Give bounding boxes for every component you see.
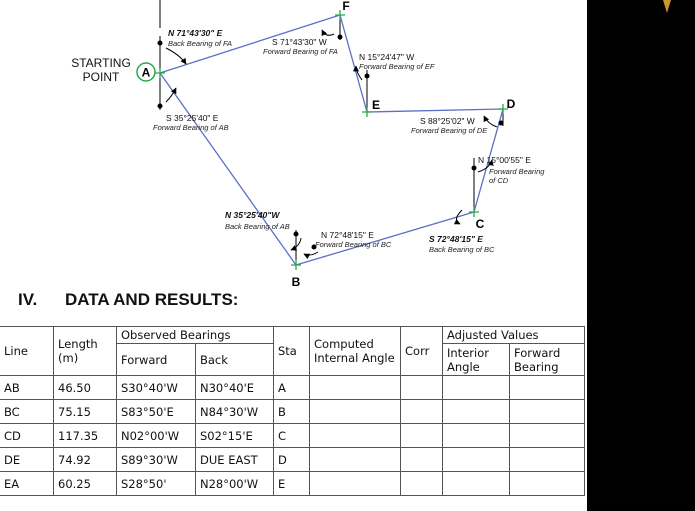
table-row	[0, 400, 585, 424]
starting-point-label-line2: POINT	[82, 70, 120, 84]
ab-forward-caption: Forward Bearing of AB	[153, 123, 229, 132]
section-number: IV.	[18, 290, 38, 309]
fa-back-bearing: N 71°43'30" E	[168, 28, 223, 38]
table-row	[0, 472, 585, 496]
cell-sta: D	[274, 448, 310, 472]
cell-sta: E	[274, 472, 310, 496]
bc-forward-bearing: N 72°48'15" E	[321, 230, 374, 240]
cell-forward-bearing[interactable]	[510, 400, 585, 424]
cell-back: S02°15'E	[196, 424, 274, 448]
cell-interior-angle[interactable]	[443, 376, 510, 400]
cell-back: N30°40'E	[196, 376, 274, 400]
bc-back-bearing: S 72°48'15" E	[429, 234, 483, 244]
cell-computed-angle[interactable]	[310, 448, 401, 472]
cell-computed-angle[interactable]	[310, 424, 401, 448]
cell-computed-angle[interactable]	[310, 376, 401, 400]
line-ed	[367, 109, 503, 112]
station-marker-c	[469, 207, 479, 217]
cell-length: 75.15	[54, 400, 117, 424]
de-forward-bearing: S 88°25'02" W	[420, 116, 475, 126]
header-forward-bearing: Forward Bearing	[510, 344, 585, 376]
cell-forward: N02°00'W	[117, 424, 196, 448]
section-title: DATA AND RESULTS:	[65, 290, 239, 309]
cell-corr[interactable]	[401, 376, 443, 400]
station-label-e: E	[371, 98, 381, 112]
cell-corr[interactable]	[401, 448, 443, 472]
cell-line: CD	[0, 424, 54, 448]
header-adjusted-values: Adjusted Values	[443, 327, 585, 344]
fa-forward-caption: Forward Bearing of FA	[263, 47, 338, 56]
cell-corr[interactable]	[401, 424, 443, 448]
station-label-a: A	[141, 65, 151, 80]
cell-interior-angle[interactable]	[443, 448, 510, 472]
cd-forward-bearing: N 15°00'55" E	[478, 155, 531, 165]
table-row	[0, 376, 585, 400]
station-label-b: B	[291, 275, 301, 289]
ab-forward-bearing: S 35°25'40" E	[166, 113, 219, 123]
traverse-diagram	[0, 0, 587, 300]
header-forward: Forward	[117, 344, 196, 376]
station-marker-a	[155, 68, 165, 78]
cell-length: 117.35	[54, 424, 117, 448]
header-computed-internal-angle: Computed Internal Angle	[310, 327, 401, 376]
cd-forward-caption-line2: of CD	[489, 176, 509, 185]
cell-forward-bearing[interactable]	[510, 376, 585, 400]
cell-computed-angle[interactable]	[310, 400, 401, 424]
cell-forward-bearing[interactable]	[510, 424, 585, 448]
cell-line: DE	[0, 448, 54, 472]
header-interior-angle: Interior Angle	[443, 344, 510, 376]
line-ba	[160, 73, 296, 265]
station-marker-b	[291, 260, 301, 270]
station-label-d: D	[506, 97, 516, 111]
station-label-c: C	[475, 217, 485, 231]
cell-back: N84°30'W	[196, 400, 274, 424]
dark-side-panel	[587, 0, 695, 511]
ef-forward-bearing: N 15°24'47" W	[359, 52, 415, 62]
cell-sta: C	[274, 424, 310, 448]
starting-point-label-line1: STARTING	[71, 56, 131, 70]
cell-forward-bearing[interactable]	[510, 448, 585, 472]
bc-forward-caption: Forward Bearing of BC	[315, 240, 392, 249]
table-row	[0, 424, 585, 448]
cell-forward: S28°50'	[117, 472, 196, 496]
table-row	[0, 448, 585, 472]
bookmark-icon	[662, 0, 672, 14]
cell-forward: S89°30'W	[117, 448, 196, 472]
cell-line: BC	[0, 400, 54, 424]
bc-back-caption: Back Bearing of BC	[429, 245, 495, 254]
cell-interior-angle[interactable]	[443, 472, 510, 496]
header-length: Length (m)	[54, 327, 117, 376]
cell-forward: S30°40'W	[117, 376, 196, 400]
fa-forward-bearing: S 71°43'30" W	[272, 37, 327, 47]
angle-arrows	[166, 30, 497, 255]
cell-back: DUE EAST	[196, 448, 274, 472]
station-marker-e	[362, 107, 372, 117]
de-forward-caption: Forward Bearing of DE	[411, 126, 488, 135]
ab-back-caption: Back Bearing of AB	[225, 222, 290, 231]
cell-interior-angle[interactable]	[443, 400, 510, 424]
cell-corr[interactable]	[401, 472, 443, 496]
cell-forward: S83°50'E	[117, 400, 196, 424]
cell-length: 46.50	[54, 376, 117, 400]
ef-forward-caption: Forward Bearing of EF	[359, 62, 435, 71]
cell-corr[interactable]	[401, 400, 443, 424]
header-corr: Corr	[401, 327, 443, 376]
fa-back-caption: Back Bearing of FA	[168, 39, 233, 48]
cell-length: 60.25	[54, 472, 117, 496]
cell-sta: A	[274, 376, 310, 400]
header-back: Back	[196, 344, 274, 376]
section-heading	[18, 290, 238, 310]
cell-length: 74.92	[54, 448, 117, 472]
cell-sta: B	[274, 400, 310, 424]
ab-back-bearing: N 35°25'40"W	[225, 210, 280, 220]
cell-computed-angle[interactable]	[310, 472, 401, 496]
cell-line: AB	[0, 376, 54, 400]
data-results-table	[0, 326, 585, 496]
cd-forward-caption-line1: Forward Bearing	[489, 167, 545, 176]
station-label-f: F	[342, 0, 350, 13]
header-sta: Sta	[274, 327, 310, 376]
cell-interior-angle[interactable]	[443, 424, 510, 448]
header-line: Line	[0, 327, 54, 376]
cell-back: N28°00'W	[196, 472, 274, 496]
cell-forward-bearing[interactable]	[510, 472, 585, 496]
header-observed-bearings: Observed Bearings	[117, 327, 274, 344]
cell-line: EA	[0, 472, 54, 496]
